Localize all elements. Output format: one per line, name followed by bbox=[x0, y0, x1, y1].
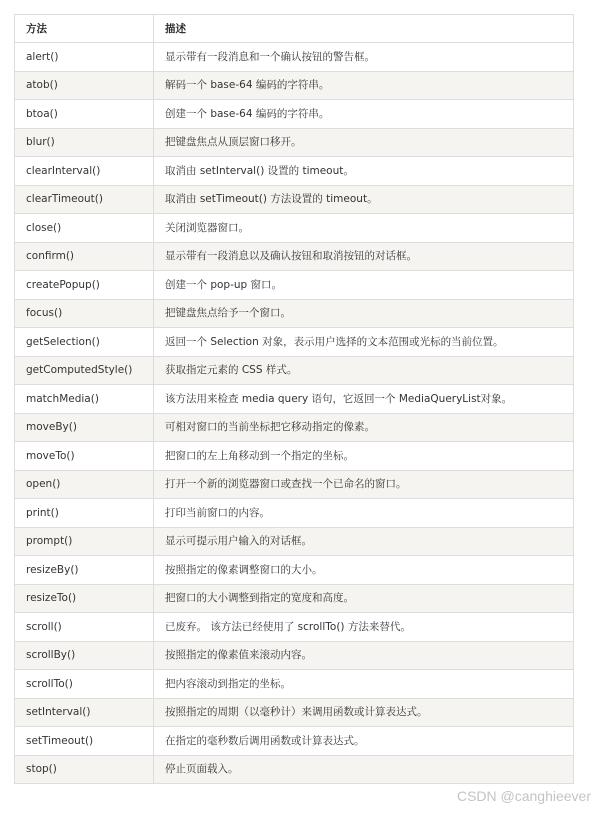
method-cell: setTimeout() bbox=[15, 727, 154, 756]
table-row bbox=[15, 670, 574, 699]
table-row bbox=[15, 413, 574, 442]
description-cell: 取消由 setInterval() 设置的 timeout。 bbox=[154, 157, 574, 186]
method-cell: open() bbox=[15, 470, 154, 499]
description-cell: 在指定的毫秒数后调用函数或计算表达式。 bbox=[154, 727, 574, 756]
table-row bbox=[15, 299, 574, 328]
description-cell: 把键盘焦点从顶层窗口移开。 bbox=[154, 128, 574, 157]
method-cell: confirm() bbox=[15, 242, 154, 271]
description-cell: 打印当前窗口的内容。 bbox=[154, 499, 574, 528]
description-cell: 按照指定的像素调整窗口的大小。 bbox=[154, 556, 574, 585]
table-row bbox=[15, 556, 574, 585]
table-row bbox=[15, 157, 574, 186]
method-cell: stop() bbox=[15, 755, 154, 784]
table-row bbox=[15, 499, 574, 528]
method-cell: atob() bbox=[15, 71, 154, 100]
description-cell: 解码一个 base-64 编码的字符串。 bbox=[154, 71, 574, 100]
table-row bbox=[15, 755, 574, 784]
description-cell: 把窗口的大小调整到指定的宽度和高度。 bbox=[154, 584, 574, 613]
table-row bbox=[15, 71, 574, 100]
description-cell: 取消由 setTimeout() 方法设置的 timeout。 bbox=[154, 185, 574, 214]
table-row bbox=[15, 328, 574, 357]
description-cell: 把键盘焦点给予一个窗口。 bbox=[154, 299, 574, 328]
description-cell: 关闭浏览器窗口。 bbox=[154, 214, 574, 243]
table-row bbox=[15, 698, 574, 727]
table-row bbox=[15, 242, 574, 271]
table-row bbox=[15, 385, 574, 414]
table-row bbox=[15, 43, 574, 72]
table-row bbox=[15, 584, 574, 613]
method-cell: matchMedia() bbox=[15, 385, 154, 414]
method-cell: focus() bbox=[15, 299, 154, 328]
method-cell: moveTo() bbox=[15, 442, 154, 471]
method-cell: getSelection() bbox=[15, 328, 154, 357]
table-row bbox=[15, 214, 574, 243]
method-cell: print() bbox=[15, 499, 154, 528]
method-cell: scrollBy() bbox=[15, 641, 154, 670]
method-cell: scrollTo() bbox=[15, 670, 154, 699]
table-row bbox=[15, 641, 574, 670]
methods-table bbox=[14, 14, 574, 784]
method-cell: resizeBy() bbox=[15, 556, 154, 585]
method-cell: createPopup() bbox=[15, 271, 154, 300]
method-cell: resizeTo() bbox=[15, 584, 154, 613]
method-cell: getComputedStyle() bbox=[15, 356, 154, 385]
watermark: CSDN @canghieever bbox=[456, 788, 591, 804]
description-cell: 把窗口的左上角移动到一个指定的坐标。 bbox=[154, 442, 574, 471]
description-cell: 打开一个新的浏览器窗口或查找一个已命名的窗口。 bbox=[154, 470, 574, 499]
method-cell: clearInterval() bbox=[15, 157, 154, 186]
header-method: 方法 bbox=[15, 15, 154, 43]
header-description: 描述 bbox=[154, 15, 574, 43]
description-cell: 返回一个 Selection 对象，表示用户选择的文本范围或光标的当前位置。 bbox=[154, 328, 574, 357]
description-cell: 已废弃。 该方法已经使用了 scrollTo() 方法来替代。 bbox=[154, 613, 574, 642]
method-cell: btoa() bbox=[15, 100, 154, 129]
description-cell: 显示可提示用户输入的对话框。 bbox=[154, 527, 574, 556]
description-cell: 显示带有一段消息和一个确认按钮的警告框。 bbox=[154, 43, 574, 72]
description-cell: 按照指定的像素值来滚动内容。 bbox=[154, 641, 574, 670]
description-cell: 可相对窗口的当前坐标把它移动指定的像素。 bbox=[154, 413, 574, 442]
table-row bbox=[15, 470, 574, 499]
method-cell: blur() bbox=[15, 128, 154, 157]
table-row bbox=[15, 100, 574, 129]
table-row bbox=[15, 271, 574, 300]
method-cell: clearTimeout() bbox=[15, 185, 154, 214]
description-cell: 创建一个 base-64 编码的字符串。 bbox=[154, 100, 574, 129]
method-cell: scroll() bbox=[15, 613, 154, 642]
description-cell: 按照指定的周期（以毫秒计）来调用函数或计算表达式。 bbox=[154, 698, 574, 727]
method-cell: setInterval() bbox=[15, 698, 154, 727]
method-cell: close() bbox=[15, 214, 154, 243]
methods-table-container bbox=[14, 14, 573, 784]
table-row bbox=[15, 727, 574, 756]
description-cell: 把内容滚动到指定的坐标。 bbox=[154, 670, 574, 699]
description-cell: 该方法用来检查 media query 语句，它返回一个 MediaQueryList对象。 bbox=[154, 385, 574, 414]
method-cell: alert() bbox=[15, 43, 154, 72]
table-row bbox=[15, 185, 574, 214]
table-row bbox=[15, 527, 574, 556]
description-cell: 创建一个 pop-up 窗口。 bbox=[154, 271, 574, 300]
table-row bbox=[15, 128, 574, 157]
table-row bbox=[15, 613, 574, 642]
description-cell: 获取指定元素的 CSS 样式。 bbox=[154, 356, 574, 385]
description-cell: 显示带有一段消息以及确认按钮和取消按钮的对话框。 bbox=[154, 242, 574, 271]
description-cell: 停止页面载入。 bbox=[154, 755, 574, 784]
table-row bbox=[15, 442, 574, 471]
method-cell: prompt() bbox=[15, 527, 154, 556]
table-header-row bbox=[15, 15, 574, 43]
table-row bbox=[15, 356, 574, 385]
method-cell: moveBy() bbox=[15, 413, 154, 442]
